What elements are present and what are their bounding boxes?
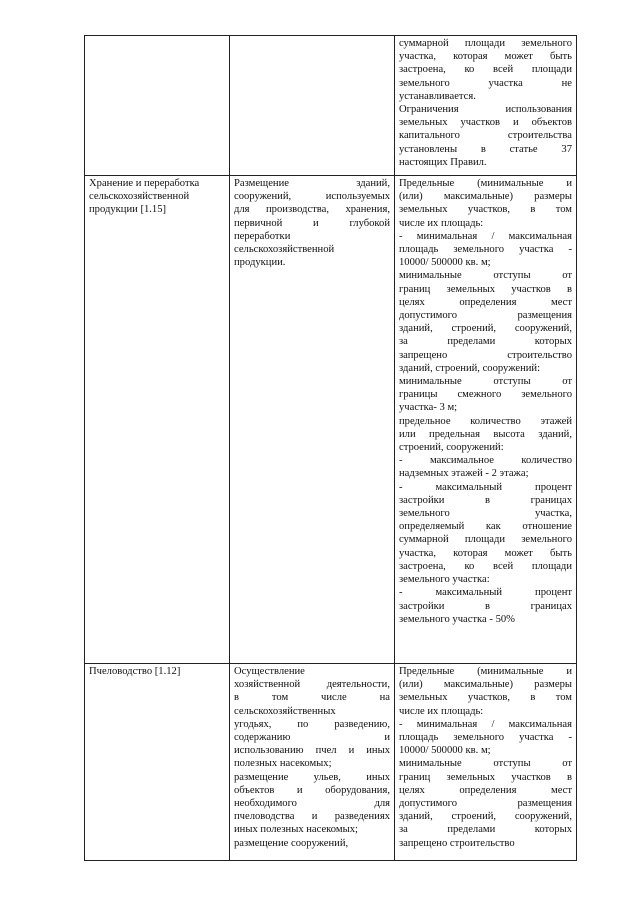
land-use-description-line: сооружений, используемых	[234, 191, 390, 203]
land-use-parameters-line: земельного участка - 50%	[399, 613, 515, 625]
land-use-parameters-line: строений, сооружений:	[399, 442, 504, 454]
land-use-parameters-line: границы смежного земельного	[399, 389, 572, 401]
land-use-parameters-line: определяемый как отношение	[399, 521, 572, 533]
land-use-description-line: иных полезных насекомых;	[234, 824, 358, 836]
land-use-parameters-cell	[395, 176, 577, 664]
land-use-parameters-line: земельных участков и объектов	[399, 117, 572, 129]
land-use-parameters-line: земельного участка:	[399, 574, 490, 586]
land-use-parameters-line: участка, которая может быть	[399, 51, 572, 63]
land-use-parameters-line: застройки в границах	[399, 494, 572, 506]
land-use-parameters-line: - максимальный процент	[399, 481, 572, 493]
land-use-parameters-line: за пределами которых	[399, 824, 572, 836]
land-use-parameters-line: - минимальная / максимальная	[399, 718, 572, 730]
land-use-parameters-line: суммарной площади земельного	[399, 38, 572, 49]
land-use-parameters-line: - максимальное количество	[399, 455, 572, 467]
land-use-parameters-cell	[395, 36, 577, 176]
land-use-parameters-line: (или) максимальные) размеры	[399, 191, 572, 203]
land-use-description-line: размещение ульев, иных	[234, 771, 390, 783]
land-use-parameters-line: Ограничения использования	[399, 104, 572, 116]
land-use-parameters-line: запрещено строительство	[399, 349, 572, 361]
land-use-description-line: переработки	[234, 230, 291, 242]
land-use-parameters-line: капитального строительства	[399, 130, 572, 142]
land-use-parameters-line: (или) максимальные) размеры	[399, 679, 572, 691]
land-use-description-line: объектов и оборудования,	[234, 784, 390, 796]
land-use-description-line: в том числе на	[234, 692, 390, 704]
land-use-description-line: использованию пчел и иных	[234, 745, 390, 757]
land-use-parameters-line: Предельные (минимальные и	[399, 666, 572, 677]
land-use-description-line: размещение сооружений,	[234, 837, 349, 849]
land-use-parameters-line: участка- 3 м;	[399, 402, 458, 414]
land-use-parameters-line: земельных участков, в том	[399, 692, 572, 704]
land-use-name-line: Пчеловодство [1.12]	[89, 666, 181, 677]
land-use-description-line: Размещение зданий,	[234, 178, 390, 189]
table-body	[85, 36, 577, 861]
land-use-parameters-line: или предельная высота зданий,	[399, 428, 572, 440]
land-use-description-line: первичной и глубокой	[234, 217, 390, 229]
land-use-parameters-line: целях определения мест	[399, 784, 572, 796]
land-use-parameters-line: числе их площадь:	[399, 217, 484, 229]
land-use-description-line: Осуществление	[234, 666, 305, 677]
table-row	[85, 176, 577, 664]
land-use-parameters-cell	[395, 664, 577, 861]
land-use-parameters-line: надземных этажей - 2 этажа;	[399, 468, 529, 480]
land-use-parameters-line: границ земельных участков в	[399, 283, 572, 295]
land-use-parameters-line: установлены в статье 37	[399, 143, 572, 155]
land-use-name-cell	[85, 36, 230, 176]
land-use-parameters-line: суммарной площади земельного	[399, 534, 572, 546]
land-use-parameters-line: целях определения мест	[399, 296, 572, 308]
land-use-parameters-line: - минимальная / максимальная	[399, 230, 572, 242]
land-use-parameters-line: земельных участков, в том	[399, 204, 572, 216]
land-use-description-line: сельскохозяйственной	[234, 244, 335, 256]
land-use-description-cell	[230, 664, 395, 861]
land-use-parameters-line: площадь земельного участка -	[399, 244, 572, 256]
land-use-description-line: для производства, хранения,	[234, 204, 390, 216]
land-use-parameters-line: застройки в границах	[399, 600, 572, 612]
land-use-parameters-line: застроена, ко всей площади	[399, 64, 572, 76]
land-use-parameters-line: Предельные (минимальные и	[399, 178, 572, 189]
land-use-parameters-line: минимальные отступы от	[399, 758, 572, 770]
land-use-parameters-line: границ земельных участков в	[399, 771, 572, 783]
land-use-parameters-line: застроена, ко всей площади	[399, 560, 572, 572]
land-use-parameters-line: запрещено строительство	[399, 837, 515, 849]
table-row	[85, 664, 577, 861]
land-use-description-line: пчеловодства и разведениях	[234, 811, 390, 823]
land-use-name-line: Хранение и переработка	[89, 178, 200, 189]
land-use-description-line: продукции.	[234, 257, 286, 269]
land-use-name-line: продукции [1.15]	[89, 204, 167, 216]
land-use-name-line: сельскохозяйственной	[89, 191, 190, 203]
land-use-description-line: содержанию и	[234, 732, 390, 744]
land-use-parameters-line: предельное количество этажей	[399, 415, 572, 427]
land-use-parameters-line: допустимого размещения	[399, 310, 572, 322]
land-use-description-cell	[230, 176, 395, 664]
land-use-parameters-line: устанавливается.	[399, 90, 476, 102]
land-use-description-cell	[230, 36, 395, 176]
land-use-parameters-line: земельного участка,	[399, 508, 572, 520]
land-use-description-line: хозяйственной деятельности,	[234, 679, 390, 691]
land-use-parameters-line: зданий, строений, сооружений,	[399, 811, 572, 823]
land-use-parameters-line: минимальные отступы от	[399, 270, 572, 282]
land-use-parameters-line: земельного участка не	[399, 77, 572, 89]
land-use-parameters-line: минимальные отступы от	[399, 376, 572, 388]
land-use-table	[84, 35, 577, 861]
land-use-parameters-line: площадь земельного участка -	[399, 732, 572, 744]
land-use-parameters-line: допустимого размещения	[399, 798, 572, 810]
land-use-description-line: необходимого для	[234, 798, 390, 810]
table-row	[85, 36, 577, 176]
land-use-parameters-line: зданий, строений, сооружений,	[399, 323, 572, 335]
land-use-parameters-line: - максимальный процент	[399, 587, 572, 599]
land-use-parameters-line: участка, которая может быть	[399, 547, 572, 559]
land-use-parameters-line: числе их площадь:	[399, 705, 484, 717]
land-use-description-line: полезных насекомых;	[234, 758, 332, 770]
land-use-description-line: сельскохозяйственных	[234, 705, 336, 717]
land-use-parameters-line: 10000/ 500000 кв. м;	[399, 257, 491, 269]
land-use-parameters-line: 10000/ 500000 кв. м;	[399, 745, 491, 757]
land-use-parameters-line: зданий, строений, сооружений:	[399, 362, 541, 374]
land-use-parameters-line: за пределами которых	[399, 336, 572, 348]
land-use-parameters-line: настоящих Правил.	[399, 156, 487, 168]
land-use-description-line: угодьях, по разведению,	[234, 718, 390, 730]
land-use-name-cell	[85, 176, 230, 664]
land-use-name-cell	[85, 664, 230, 861]
